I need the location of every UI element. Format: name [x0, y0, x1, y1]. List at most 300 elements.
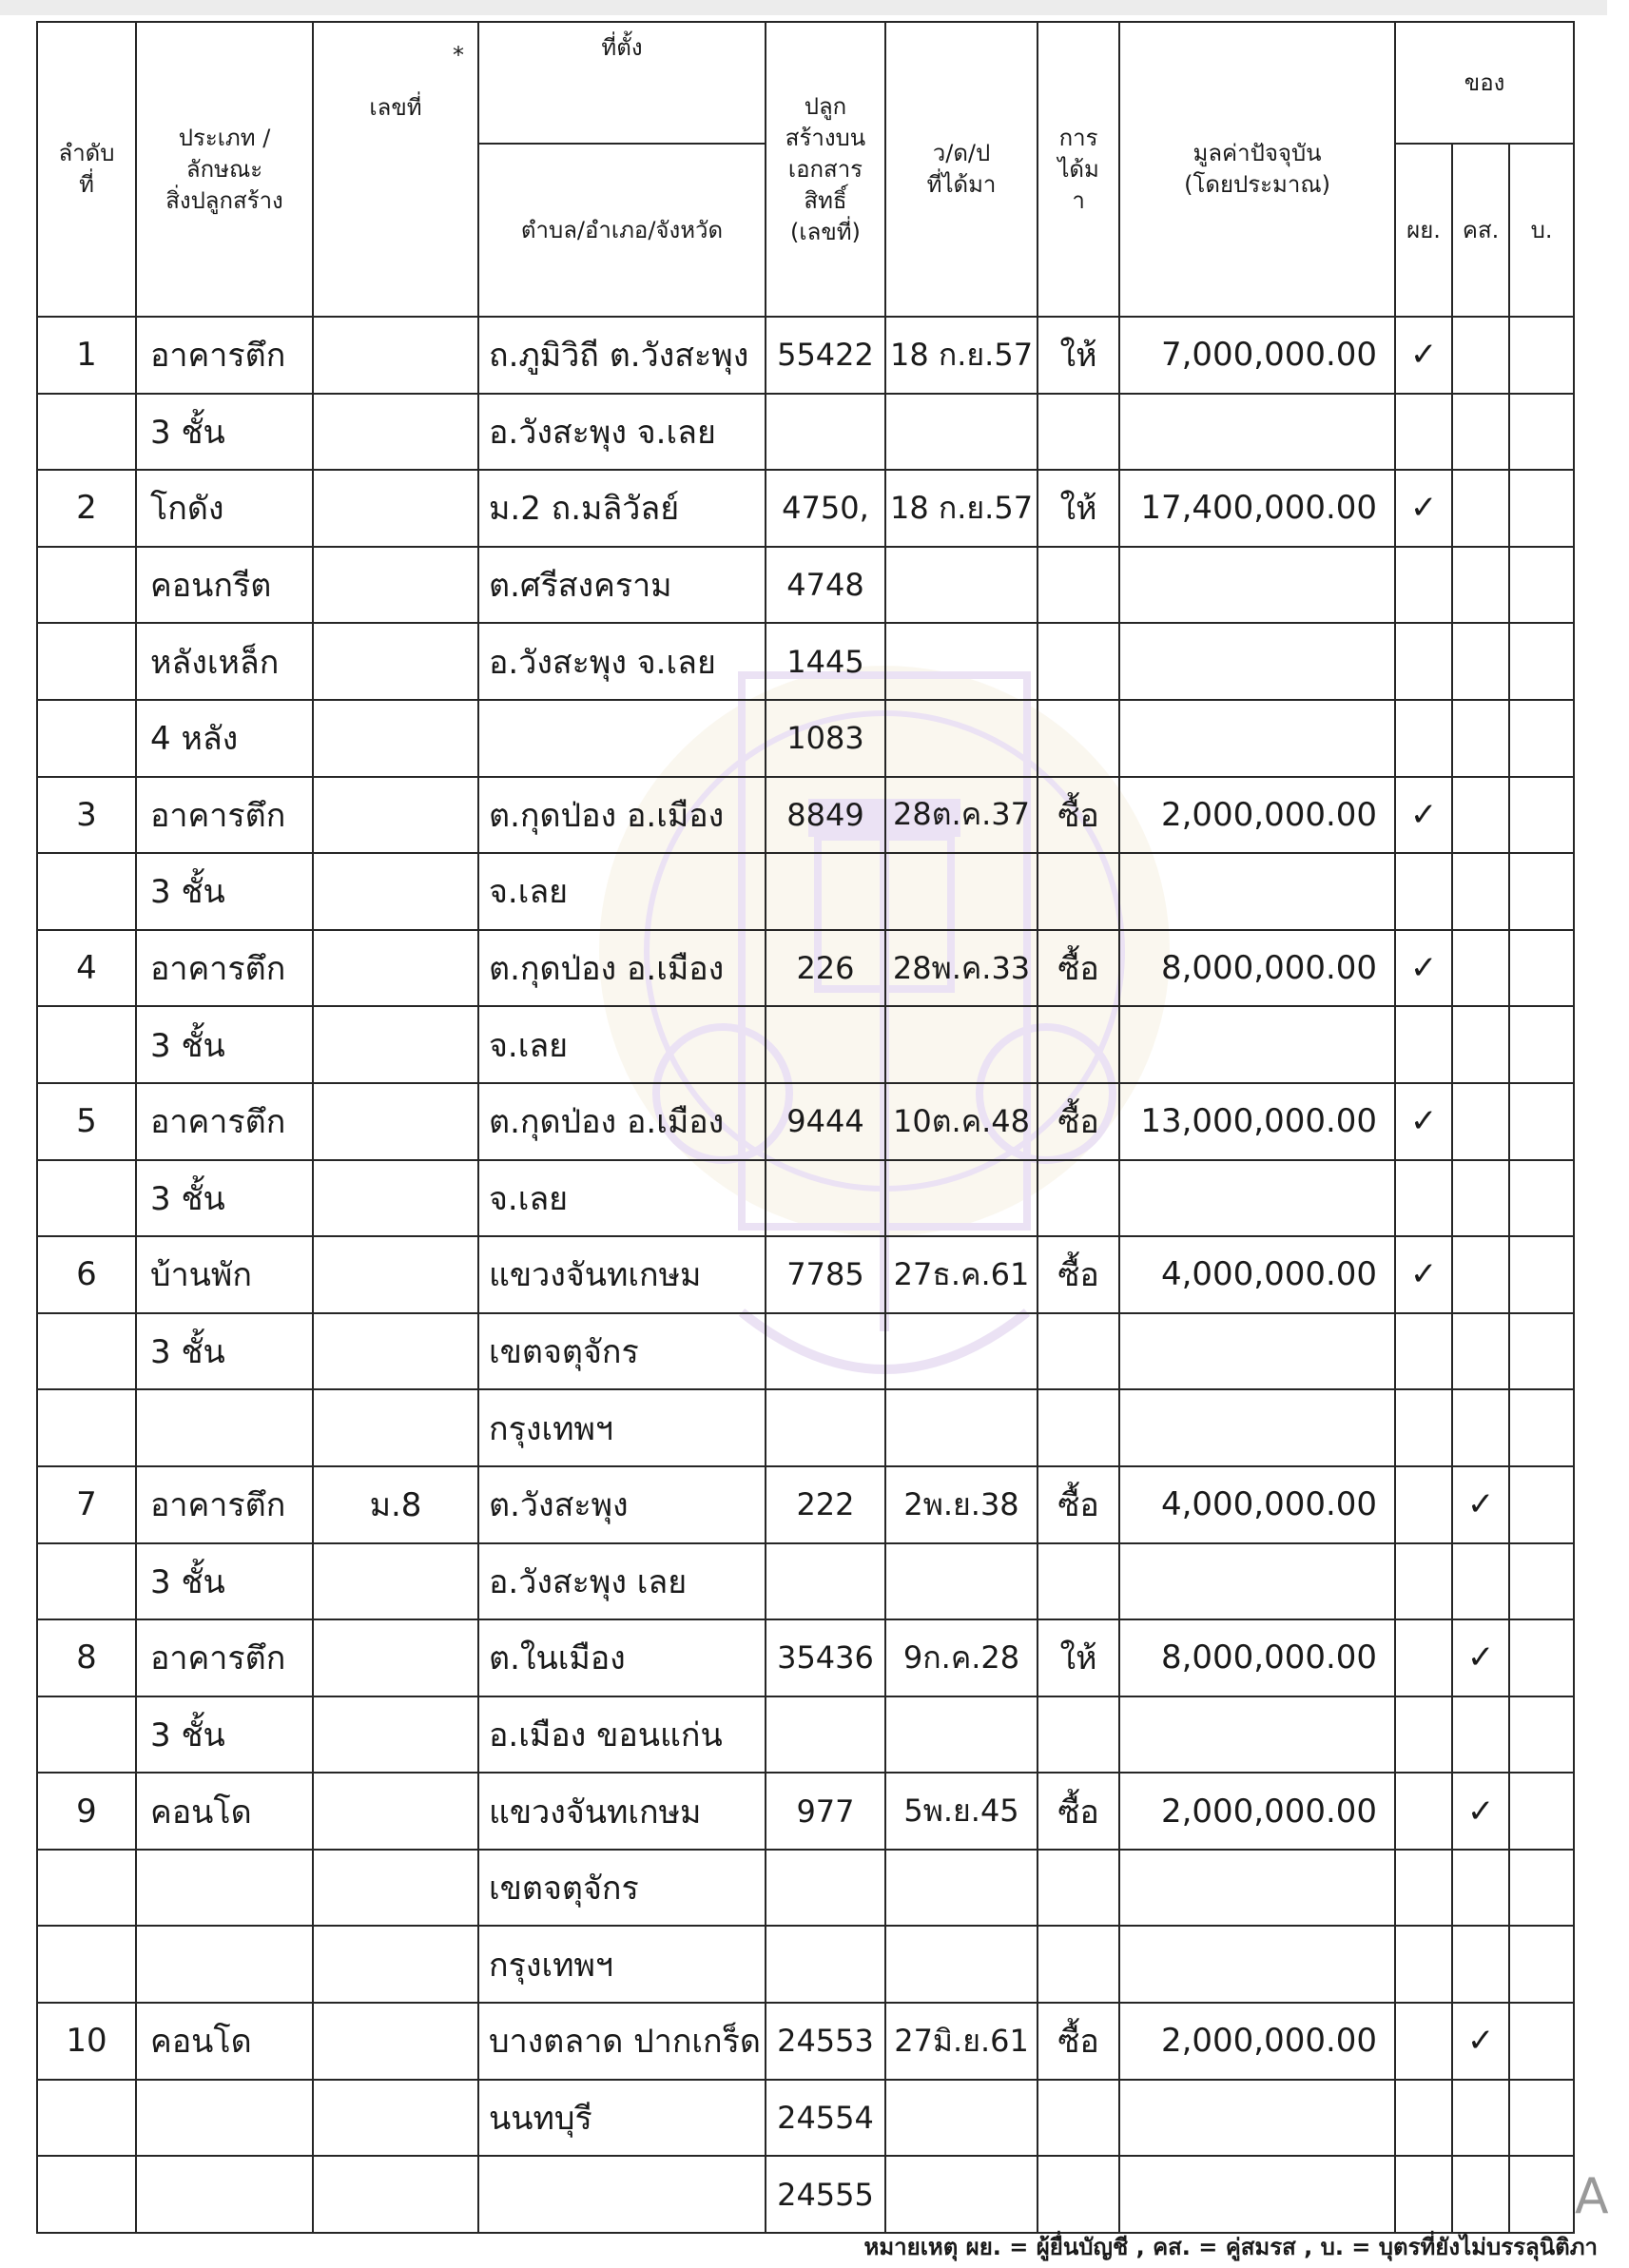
cell-house-no [313, 700, 478, 777]
cell-house-no [313, 853, 478, 930]
cell-owner-spouse: ✓ [1452, 1773, 1509, 1850]
cell-type: อาคารตึก [136, 1083, 313, 1160]
cell-type: บ้านพัก [136, 1236, 313, 1313]
cell-house-no [313, 1619, 478, 1696]
cell-owner-declarant [1395, 1696, 1452, 1774]
cell-owner-declarant [1395, 2003, 1452, 2080]
cell-owner-spouse [1452, 777, 1509, 854]
cell-location: เขตจตุจักร [478, 1850, 766, 1927]
cell-date: 9ก.ค.28 [885, 1619, 1038, 1696]
table-row [37, 1083, 1574, 1160]
table-row [37, 547, 1574, 624]
cell-value: 2,000,000.00 [1119, 777, 1395, 854]
cell-date [885, 1543, 1038, 1620]
cell-no [37, 394, 136, 471]
cell-date [885, 1313, 1038, 1390]
cell-owner-child [1509, 930, 1574, 1007]
table-row [37, 470, 1574, 547]
cell-type: 3 ชั้น [136, 1543, 313, 1620]
cell-value [1119, 1006, 1395, 1083]
cell-owner-declarant [1395, 1619, 1452, 1696]
cell-no: 4 [37, 930, 136, 1007]
cell-acquisition [1038, 700, 1119, 777]
table-row [37, 930, 1574, 1007]
header-owner: ของ [1395, 22, 1574, 144]
cell-no: 1 [37, 317, 136, 394]
cell-owner-child [1509, 777, 1574, 854]
cell-owner-child [1509, 470, 1574, 547]
cell-owner-child [1509, 394, 1574, 471]
cell-no: 6 [37, 1236, 136, 1313]
cell-type: 3 ชั้น [136, 1313, 313, 1390]
header-owner-declarant: ผย. [1395, 144, 1452, 317]
cell-owner-declarant: ✓ [1395, 930, 1452, 1007]
cell-no [37, 1160, 136, 1237]
cell-owner-child [1509, 623, 1574, 700]
cell-type [136, 1389, 313, 1466]
cell-value: 8,000,000.00 [1119, 930, 1395, 1007]
cell-no [37, 1543, 136, 1620]
cell-owner-declarant [1395, 547, 1452, 624]
cell-deed [766, 1389, 885, 1466]
cell-acquisition [1038, 547, 1119, 624]
cell-owner-declarant [1395, 1006, 1452, 1083]
cell-location: จ.เลย [478, 853, 766, 930]
cell-owner-spouse [1452, 930, 1509, 1007]
cell-deed: 1083 [766, 700, 885, 777]
header-location-sub: ตำบล/อำเภอ/จังหวัด [478, 144, 766, 317]
cell-owner-child [1509, 1543, 1574, 1620]
cell-value [1119, 1389, 1395, 1466]
table-body [37, 317, 1574, 2233]
cell-deed [766, 1543, 885, 1620]
cell-owner-spouse [1452, 547, 1509, 624]
cell-acquisition: ซื้อ [1038, 930, 1119, 1007]
cell-owner-declarant [1395, 2080, 1452, 2157]
cell-house-no [313, 1850, 478, 1927]
cell-date [885, 853, 1038, 930]
header-no: ลำดับ ที่ [37, 22, 136, 317]
cell-type [136, 2080, 313, 2157]
cell-owner-child [1509, 1926, 1574, 2003]
cell-type: อาคารตึก [136, 777, 313, 854]
cell-owner-spouse [1452, 700, 1509, 777]
cell-acquisition [1038, 1006, 1119, 1083]
cell-house-no [313, 1696, 478, 1774]
cell-location: บางตลาด ปากเกร็ด [478, 2003, 766, 2080]
cell-owner-declarant [1395, 623, 1452, 700]
header-deed: ปลูก สร้างบน เอกสาร สิทธิ์ (เลขที่) [766, 22, 885, 317]
header-type: ประเภท / ลักษณะ สิ่งปลูกสร้าง [136, 22, 313, 317]
cell-value: 2,000,000.00 [1119, 2003, 1395, 2080]
cell-owner-declarant [1395, 394, 1452, 471]
cell-type: คอนกรีต [136, 547, 313, 624]
cell-house-no [313, 2003, 478, 2080]
cell-house-no [313, 2156, 478, 2233]
cell-no [37, 623, 136, 700]
cell-value [1119, 1313, 1395, 1390]
header-house-no [313, 22, 478, 317]
cell-location: อ.วังสะพุง จ.เลย [478, 394, 766, 471]
cell-location [478, 2156, 766, 2233]
cell-owner-declarant [1395, 1313, 1452, 1390]
cell-owner-declarant: ✓ [1395, 470, 1452, 547]
cell-acquisition [1038, 394, 1119, 471]
table-row [37, 1236, 1574, 1313]
cell-owner-declarant: ✓ [1395, 1236, 1452, 1313]
cell-owner-spouse [1452, 1850, 1509, 1927]
cell-location: ต.ศรีสงคราม [478, 547, 766, 624]
cell-acquisition [1038, 1850, 1119, 1927]
cell-acquisition [1038, 2080, 1119, 2157]
cell-house-no [313, 930, 478, 1007]
cell-deed [766, 853, 885, 930]
cell-value: 13,000,000.00 [1119, 1083, 1395, 1160]
cell-house-no [313, 394, 478, 471]
cell-owner-declarant: ✓ [1395, 777, 1452, 854]
cell-house-no [313, 1236, 478, 1313]
cell-location: ม.2 ถ.มลิวัลย์ [478, 470, 766, 547]
cell-location: นนทบุรี [478, 2080, 766, 2157]
cell-owner-child [1509, 1619, 1574, 1696]
cell-house-no: ม.8 [313, 1466, 478, 1543]
cell-deed: 24553 [766, 2003, 885, 2080]
header-date: ว/ด/ป ที่ได้มา [885, 22, 1038, 317]
cell-type: คอนโด [136, 2003, 313, 2080]
cell-type: หลังเหล็ก [136, 623, 313, 700]
cell-location: อ.วังสะพุง จ.เลย [478, 623, 766, 700]
header-owner-child: บ. [1509, 144, 1574, 317]
cell-house-no [313, 777, 478, 854]
cell-acquisition [1038, 1696, 1119, 1774]
cell-deed: 9444 [766, 1083, 885, 1160]
cell-house-no [313, 317, 478, 394]
cell-house-no [313, 1160, 478, 1237]
cell-no [37, 1926, 136, 2003]
cell-value: 8,000,000.00 [1119, 1619, 1395, 1696]
cell-house-no [313, 623, 478, 700]
cell-date: 28ต.ค.37 [885, 777, 1038, 854]
cell-date [885, 1926, 1038, 2003]
table-row [37, 1773, 1574, 1850]
cell-owner-declarant [1395, 1389, 1452, 1466]
cell-value [1119, 853, 1395, 930]
cell-location: ต.กุดป่อง อ.เมือง [478, 930, 766, 1007]
cell-owner-child [1509, 2080, 1574, 2157]
table-row [37, 1543, 1574, 1620]
cell-acquisition [1038, 2156, 1119, 2233]
cell-date [885, 1850, 1038, 1927]
cell-date: 5พ.ย.45 [885, 1773, 1038, 1850]
cell-value [1119, 394, 1395, 471]
cell-house-no [313, 1083, 478, 1160]
table-row [37, 853, 1574, 930]
cell-owner-spouse [1452, 1926, 1509, 2003]
table-row [37, 317, 1574, 394]
cell-date [885, 2080, 1038, 2157]
cell-value [1119, 547, 1395, 624]
cell-no: 7 [37, 1466, 136, 1543]
cell-deed: 35436 [766, 1619, 885, 1696]
table-row [37, 623, 1574, 700]
cell-type: 3 ชั้น [136, 1160, 313, 1237]
cell-value [1119, 1926, 1395, 2003]
cell-acquisition: ซื้อ [1038, 1083, 1119, 1160]
cell-deed: 4750, [766, 470, 885, 547]
cell-value [1119, 700, 1395, 777]
cell-acquisition: ซื้อ [1038, 1773, 1119, 1850]
cell-owner-declarant [1395, 1466, 1452, 1543]
header-house-no-label: เลขที่ [369, 94, 422, 121]
cell-owner-child [1509, 317, 1574, 394]
cell-value: 4,000,000.00 [1119, 1236, 1395, 1313]
cell-value: 17,400,000.00 [1119, 470, 1395, 547]
cell-type: อาคารตึก [136, 1619, 313, 1696]
cell-deed: 977 [766, 1773, 885, 1850]
cell-no [37, 2156, 136, 2233]
cell-owner-declarant [1395, 1543, 1452, 1620]
cell-owner-child [1509, 1696, 1574, 1774]
table-row [37, 700, 1574, 777]
cell-owner-declarant: ✓ [1395, 317, 1452, 394]
cell-date: 18 ก.ย.57 [885, 317, 1038, 394]
cell-house-no [313, 547, 478, 624]
cell-type [136, 2156, 313, 2233]
cell-owner-child [1509, 2003, 1574, 2080]
cell-value [1119, 1850, 1395, 1927]
cell-acquisition [1038, 1313, 1119, 1390]
top-bar [0, 0, 1607, 15]
cell-owner-child [1509, 1466, 1574, 1543]
cell-value [1119, 1543, 1395, 1620]
cell-acquisition: ซื้อ [1038, 2003, 1119, 2080]
cell-no [37, 1389, 136, 1466]
cell-owner-declarant [1395, 2156, 1452, 2233]
cell-date [885, 1006, 1038, 1083]
cell-date: 18 ก.ย.57 [885, 470, 1038, 547]
table-row [37, 777, 1574, 854]
cell-house-no [313, 2080, 478, 2157]
cell-owner-child [1509, 2156, 1574, 2233]
cell-acquisition: ให้ [1038, 1619, 1119, 1696]
cell-location [478, 700, 766, 777]
cell-owner-child [1509, 853, 1574, 930]
cell-acquisition [1038, 1389, 1119, 1466]
cell-owner-declarant [1395, 1773, 1452, 1850]
cell-date [885, 1696, 1038, 1774]
cell-owner-declarant: ✓ [1395, 1083, 1452, 1160]
cell-type: อาคารตึก [136, 1466, 313, 1543]
cell-owner-spouse [1452, 623, 1509, 700]
edge-letter: A [1575, 2168, 1609, 2225]
cell-date: 28พ.ค.33 [885, 930, 1038, 1007]
cell-owner-declarant [1395, 853, 1452, 930]
cell-house-no [313, 1006, 478, 1083]
cell-date [885, 623, 1038, 700]
cell-owner-spouse [1452, 1083, 1509, 1160]
cell-location: อ.วังสะพุง เลย [478, 1543, 766, 1620]
cell-owner-spouse [1452, 1160, 1509, 1237]
cell-deed: 226 [766, 930, 885, 1007]
cell-location: ถ.ภูมิวิถี ต.วังสะพุง [478, 317, 766, 394]
cell-type: 3 ชั้น [136, 394, 313, 471]
cell-deed [766, 1850, 885, 1927]
cell-owner-spouse [1452, 1696, 1509, 1774]
cell-acquisition [1038, 1160, 1119, 1237]
table-row [37, 1696, 1574, 1774]
cell-location: ต.วังสะพุง [478, 1466, 766, 1543]
cell-owner-child [1509, 1160, 1574, 1237]
cell-owner-spouse: ✓ [1452, 1466, 1509, 1543]
cell-deed [766, 1926, 885, 2003]
cell-type: 3 ชั้น [136, 853, 313, 930]
cell-deed: 55422 [766, 317, 885, 394]
cell-date [885, 394, 1038, 471]
table-row [37, 2156, 1574, 2233]
cell-acquisition: ซื้อ [1038, 1236, 1119, 1313]
cell-no: 2 [37, 470, 136, 547]
cell-deed: 222 [766, 1466, 885, 1543]
cell-owner-child [1509, 1850, 1574, 1927]
cell-owner-spouse [1452, 1313, 1509, 1390]
cell-location: ต.กุดป่อง อ.เมือง [478, 777, 766, 854]
cell-house-no [313, 1313, 478, 1390]
cell-owner-child [1509, 1083, 1574, 1160]
cell-no [37, 1313, 136, 1390]
table-row [37, 1313, 1574, 1390]
cell-deed [766, 1160, 885, 1237]
cell-acquisition: ซื้อ [1038, 1466, 1119, 1543]
asset-table [36, 21, 1575, 2234]
cell-value: 7,000,000.00 [1119, 317, 1395, 394]
cell-location: แขวงจันทเกษม [478, 1236, 766, 1313]
cell-location: จ.เลย [478, 1160, 766, 1237]
cell-owner-child [1509, 700, 1574, 777]
cell-owner-spouse [1452, 1389, 1509, 1466]
cell-type [136, 1850, 313, 1927]
header-location: ที่ตั้ง [478, 22, 766, 144]
cell-date [885, 1160, 1038, 1237]
cell-no [37, 700, 136, 777]
cell-no: 3 [37, 777, 136, 854]
cell-acquisition [1038, 1543, 1119, 1620]
cell-house-no [313, 1926, 478, 2003]
cell-value [1119, 623, 1395, 700]
cell-date [885, 547, 1038, 624]
cell-owner-spouse [1452, 470, 1509, 547]
cell-no [37, 1696, 136, 1774]
cell-type: 4 หลัง [136, 700, 313, 777]
cell-location: ต.กุดป่อง อ.เมือง [478, 1083, 766, 1160]
cell-value: 4,000,000.00 [1119, 1466, 1395, 1543]
cell-acquisition [1038, 853, 1119, 930]
cell-no: 5 [37, 1083, 136, 1160]
cell-location: ต.ในเมือง [478, 1619, 766, 1696]
table-row [37, 1466, 1574, 1543]
cell-owner-declarant [1395, 1850, 1452, 1927]
cell-no [37, 2080, 136, 2157]
cell-no: 8 [37, 1619, 136, 1696]
cell-value [1119, 1696, 1395, 1774]
table-row [37, 2080, 1574, 2157]
cell-date [885, 1389, 1038, 1466]
cell-no [37, 1850, 136, 1927]
cell-owner-spouse [1452, 2080, 1509, 2157]
cell-owner-spouse [1452, 1236, 1509, 1313]
cell-house-no [313, 470, 478, 547]
table-row [37, 1389, 1574, 1466]
table-row [37, 1619, 1574, 1696]
cell-acquisition [1038, 1926, 1119, 2003]
cell-owner-spouse [1452, 394, 1509, 471]
cell-deed: 8849 [766, 777, 885, 854]
table-row [37, 2003, 1574, 2080]
cell-date: 10ต.ค.48 [885, 1083, 1038, 1160]
cell-owner-child [1509, 547, 1574, 624]
cell-owner-child [1509, 1313, 1574, 1390]
cell-deed [766, 394, 885, 471]
cell-value [1119, 2080, 1395, 2157]
header-value: มูลค่าปัจจุบัน (โดยประมาณ) [1119, 22, 1395, 317]
cell-owner-spouse [1452, 1543, 1509, 1620]
cell-owner-spouse [1452, 2156, 1509, 2233]
cell-owner-child [1509, 1006, 1574, 1083]
cell-date [885, 700, 1038, 777]
cell-type: อาคารตึก [136, 930, 313, 1007]
cell-location: กรุงเทพฯ [478, 1389, 766, 1466]
cell-deed: 4748 [766, 547, 885, 624]
cell-deed: 24555 [766, 2156, 885, 2233]
cell-deed: 7785 [766, 1236, 885, 1313]
cell-date: 27มิ.ย.61 [885, 2003, 1038, 2080]
cell-acquisition: ให้ [1038, 470, 1119, 547]
cell-acquisition [1038, 623, 1119, 700]
cell-acquisition: ซื้อ [1038, 777, 1119, 854]
cell-owner-spouse: ✓ [1452, 2003, 1509, 2080]
cell-date: 2พ.ย.38 [885, 1466, 1038, 1543]
cell-no [37, 853, 136, 930]
cell-location: จ.เลย [478, 1006, 766, 1083]
cell-owner-spouse [1452, 1006, 1509, 1083]
cell-no [37, 547, 136, 624]
cell-value: 2,000,000.00 [1119, 1773, 1395, 1850]
cell-value [1119, 1160, 1395, 1237]
cell-location: กรุงเทพฯ [478, 1926, 766, 2003]
cell-deed [766, 1696, 885, 1774]
cell-type: อาคารตึก [136, 317, 313, 394]
header-asterisk: * [453, 42, 464, 68]
cell-type: คอนโด [136, 1773, 313, 1850]
cell-owner-child [1509, 1773, 1574, 1850]
footnote: หมายเหตุ ผย. = ผู้ยื่นบัญชี , คส. = คู่สมรส , บ. = บุตรที่ยังไม่บรรลุนิติภา [863, 2234, 1598, 2260]
cell-deed [766, 1313, 885, 1390]
cell-owner-child [1509, 1236, 1574, 1313]
table-row [37, 1006, 1574, 1083]
cell-type: 3 ชั้น [136, 1006, 313, 1083]
table-row [37, 1926, 1574, 2003]
cell-owner-declarant [1395, 1926, 1452, 2003]
cell-owner-spouse [1452, 853, 1509, 930]
cell-acquisition: ให้ [1038, 317, 1119, 394]
cell-date [885, 2156, 1038, 2233]
table-row [37, 1160, 1574, 1237]
cell-location: อ.เมือง ขอนแก่น [478, 1696, 766, 1774]
cell-owner-spouse: ✓ [1452, 1619, 1509, 1696]
cell-value [1119, 2156, 1395, 2233]
cell-deed: 24554 [766, 2080, 885, 2157]
cell-deed [766, 1006, 885, 1083]
cell-type: 3 ชั้น [136, 1696, 313, 1774]
